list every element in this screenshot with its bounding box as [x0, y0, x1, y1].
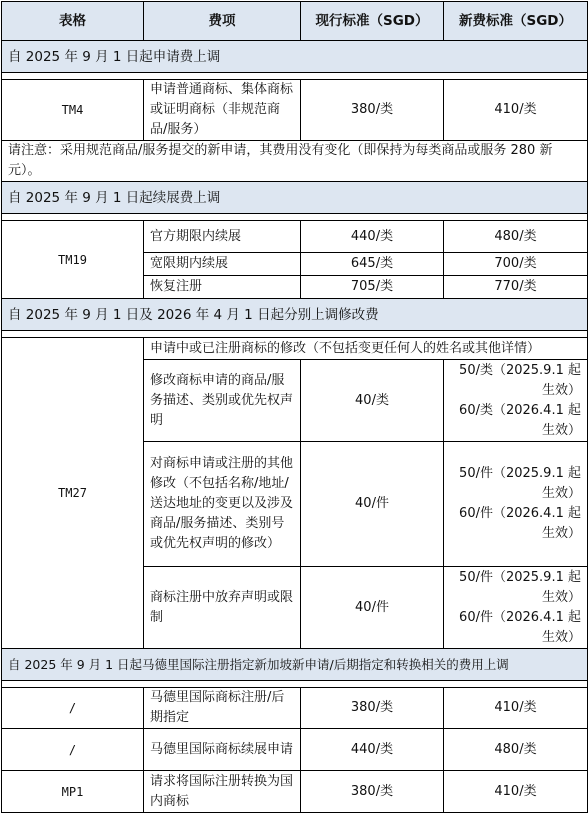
- section-title: 自 2025 年 9 月 1 日起申请费上调: [2, 41, 588, 73]
- new-fee: [444, 442, 588, 567]
- current-fee: 380/类: [301, 80, 444, 141]
- new-fee: 410/类: [444, 80, 588, 141]
- form-code: MP1: [2, 771, 144, 813]
- fee-item: 修改商标申请的商品/服务描述、类别或优先权声明: [144, 360, 301, 442]
- current-fee: 40/类: [301, 360, 444, 442]
- fee-item: 对商标申请或注册的其他修改（不包括名称/地址/送达地址的变更以及涉及商品/服务描述、类别号或优先权声明的修改）: [144, 442, 301, 567]
- table-row: [2, 771, 588, 813]
- new-fee: 410/类: [444, 771, 588, 813]
- note-text: 请注意：采用规范商品/服务提交的新申请，其费用没有变化（即保持为每类商品或服务 280 新元）。: [2, 141, 588, 182]
- form-code: TM27: [2, 338, 144, 649]
- new-fee-phase-2: 60/件（2026.4.1 起生效）: [459, 506, 581, 541]
- current-fee: 380/类: [301, 688, 444, 729]
- new-fee: 480/类: [444, 221, 588, 253]
- fee-table: [1, 1, 588, 813]
- section-title: 自 2025 年 9 月 1 日起续展费上调: [2, 182, 588, 214]
- current-fee: 40/件: [301, 442, 444, 567]
- new-fee: [444, 567, 588, 649]
- new-fee: 700/类: [444, 253, 588, 276]
- new-fee-phase-2: 60/类（2026.4.1 起生效）: [459, 402, 581, 438]
- section-heading: [2, 41, 588, 73]
- section-heading: [2, 299, 588, 331]
- form-code: /: [2, 729, 144, 771]
- current-fee: 645/类: [301, 253, 444, 276]
- fee-item: 请求将国际注册转换为国内商标: [144, 771, 301, 813]
- current-fee: 440/类: [301, 221, 444, 253]
- fee-item: 恢复注册: [144, 276, 301, 299]
- section-title: 自 2025 年 9 月 1 日起马德里国际注册指定新加坡新申请/后期指定和转换相关的费用上调: [2, 649, 588, 681]
- section-heading: [2, 182, 588, 214]
- header-form: 表格: [2, 2, 144, 41]
- fee-item: 商标注册中放弃声明或限制: [144, 567, 301, 649]
- form-code: /: [2, 688, 144, 729]
- new-fee-phase-1: 50/件（2025.9.1 起生效）: [459, 569, 581, 605]
- table-row: [2, 80, 588, 141]
- new-fee: 770/类: [444, 276, 588, 299]
- header-new: 新费标准（SGD）: [444, 2, 588, 41]
- fee-item: 官方期限内续展: [144, 221, 301, 253]
- form-code: TM4: [2, 80, 144, 141]
- section-title: 自 2025 年 9 月 1 日及 2026 年 4 月 1 日起分别上调修改费: [2, 299, 588, 331]
- table-row: [2, 688, 588, 729]
- new-fee: [444, 360, 588, 442]
- fee-subheading: 申请中或已注册商标的修改（不包括变更任何人的姓名或其他详情）: [144, 338, 588, 360]
- fee-item: 宽限期内续展: [144, 253, 301, 276]
- current-fee: 40/件: [301, 567, 444, 649]
- header-item: 费项: [144, 2, 301, 41]
- fee-item: 马德里国际商标注册/后期指定: [144, 688, 301, 729]
- current-fee: 440/类: [301, 729, 444, 771]
- current-fee: 705/类: [301, 276, 444, 299]
- fee-item: 申请普通商标、集体商标或证明商标（非规范商品/服务）: [144, 80, 301, 141]
- new-fee: 410/类: [444, 688, 588, 729]
- form-code: TM19: [2, 221, 144, 299]
- new-fee: 480/类: [444, 729, 588, 771]
- new-fee-phase-1: 50/件（2025.9.1 起生效）: [459, 466, 581, 501]
- table-row: [2, 338, 588, 360]
- fee-item: 马德里国际商标续展申请: [144, 729, 301, 771]
- header-row: [2, 2, 588, 41]
- current-fee: 380/类: [301, 771, 444, 813]
- header-current: 现行标准（SGD）: [301, 2, 444, 41]
- table-row: [2, 221, 588, 253]
- section-heading: [2, 649, 588, 681]
- new-fee-phase-2: 60/件（2026.4.1 起生效）: [459, 609, 581, 645]
- table-row: [2, 729, 588, 771]
- note-row: [2, 141, 588, 182]
- new-fee-phase-1: 50/类（2025.9.1 起生效）: [459, 362, 581, 398]
